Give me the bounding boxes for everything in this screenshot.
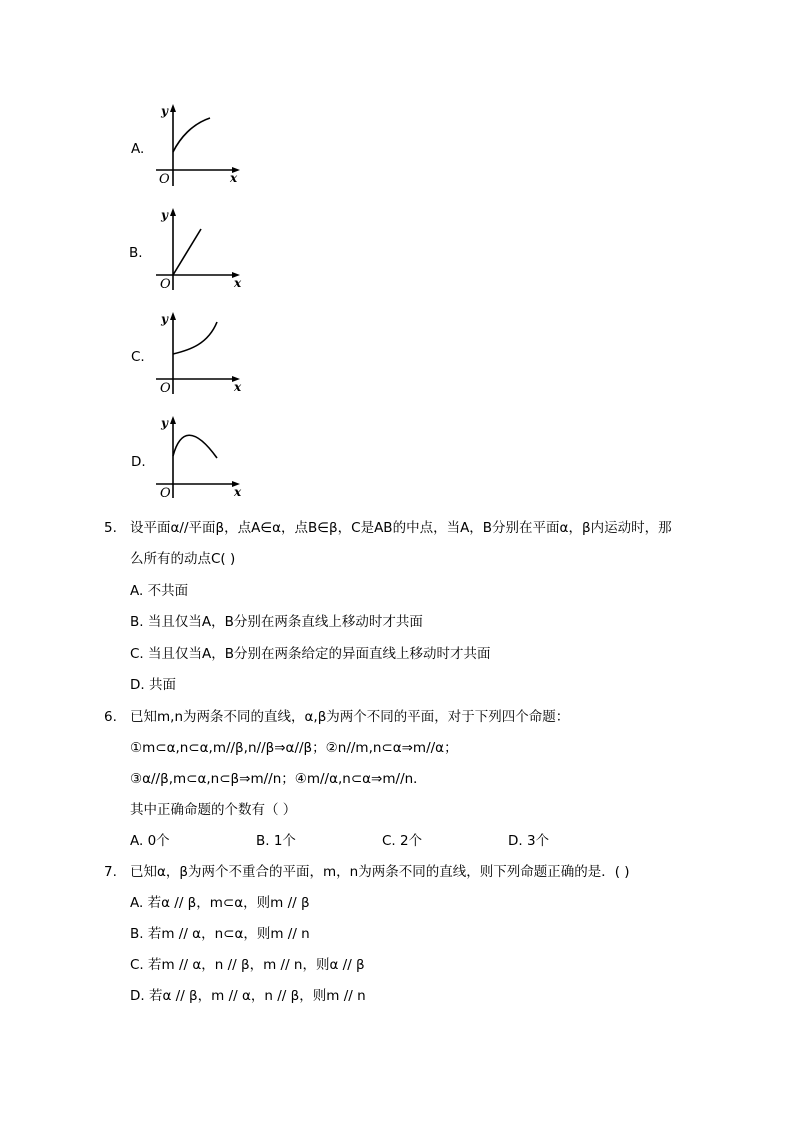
q6-option-a: A. 0个 [130, 833, 170, 849]
curve [173, 229, 201, 275]
q6-option-c: C. 2个 [382, 833, 423, 849]
option-d-graph [150, 412, 250, 502]
q7-option-d: D. 若α // β，m // α，n // β，则m // n [130, 988, 366, 1004]
curve [173, 322, 217, 354]
q5-option-b: B. 当且仅当A，B分别在两条直线上移动时才共面 [130, 614, 423, 630]
q5-option-c: C. 当且仅当A，B分别在两条给定的异面直线上移动时才共面 [130, 646, 491, 662]
option-a-label: A. [131, 141, 145, 157]
option-c-label: C. [131, 349, 145, 365]
q6-question: 其中正确命题的个数有（ ） [130, 802, 297, 818]
option-d-label: D. [131, 454, 146, 470]
q7-stem: 已知α，β为两个不重合的平面，m，n为两条不同的直线，则下列命题正确的是．( ) [130, 864, 630, 880]
origin-label: O [160, 486, 171, 501]
x-axis-label: x [234, 276, 242, 290]
origin-label: O [160, 277, 171, 292]
curve [173, 435, 217, 458]
q5-stem-line2: 么所有的动点C( ) [130, 551, 236, 567]
y-axis-arrow [170, 416, 176, 424]
x-axis-label: x [230, 171, 238, 185]
q7-option-c: C. 若m // α，n // β，m // n，则α // β [130, 957, 365, 973]
x-axis-label: x [234, 380, 242, 394]
q5-number: 5. [104, 520, 117, 536]
option-b-label: B. [129, 245, 143, 261]
y-axis-arrow [170, 312, 176, 320]
q5-option-d: D. 共面 [130, 677, 176, 693]
origin-label: O [160, 381, 171, 396]
y-axis-label: y [161, 104, 168, 118]
q7-number: 7. [104, 864, 117, 880]
option-a-graph [150, 100, 250, 190]
x-axis-label: x [234, 485, 242, 499]
y-axis-arrow [170, 104, 176, 112]
q6-propositions-line2: ③α//β,m⊂α,n⊂β⇒m//n；④m//α,n⊂α⇒m//n． [130, 771, 427, 787]
origin-label: O [159, 172, 170, 187]
q6-propositions-line1: ①m⊂α,n⊂α,m//β,n//β⇒α//β；②n//m,n⊂α⇒m//α； [130, 740, 458, 756]
q7-option-b: B. 若m // α，n⊂α，则m // n [130, 926, 310, 942]
q5-stem-line1: 设平面α//平面β，点A∈α，点B∈β，C是AB的中点，当A，B分别在平面α，β内运动时，那 [130, 520, 672, 536]
q6-stem: 已知m,n为两条不同的直线，α,β为两个不同的平面，对于下列四个命题： [130, 709, 570, 725]
y-axis-label: y [161, 312, 168, 326]
curve [173, 118, 210, 152]
q5-option-a: A. 不共面 [130, 583, 189, 599]
option-b-graph [150, 204, 250, 294]
q6-option-b: B. 1个 [256, 833, 296, 849]
y-axis-arrow [170, 208, 176, 216]
y-axis-label: y [161, 208, 168, 222]
q6-option-d: D. 3个 [508, 833, 550, 849]
option-c-graph [150, 308, 250, 398]
q7-option-a: A. 若α // β，m⊂α，则m // β [130, 895, 310, 911]
y-axis-label: y [161, 416, 168, 430]
q6-number: 6. [104, 709, 117, 725]
